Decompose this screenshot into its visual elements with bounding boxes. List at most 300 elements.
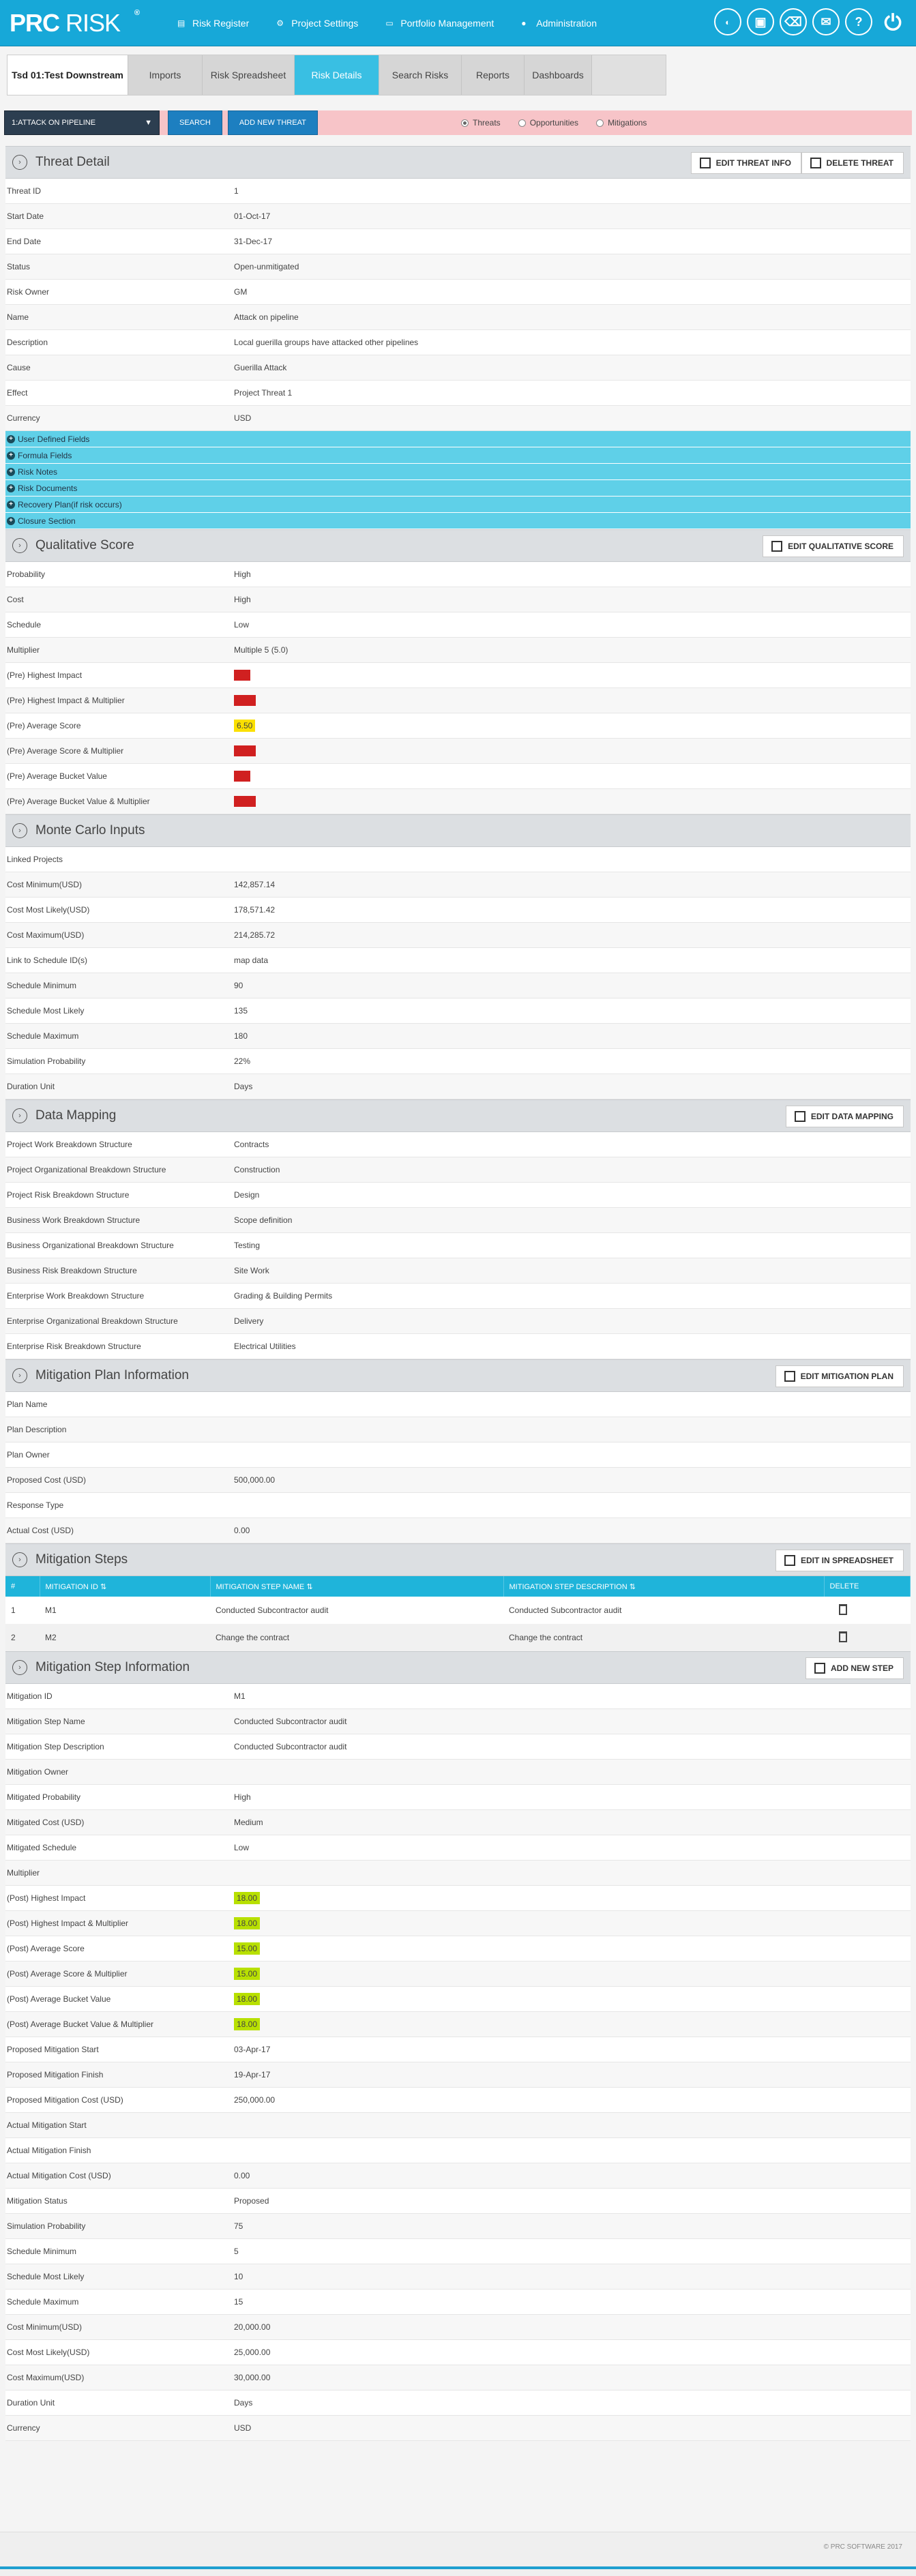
radio-1[interactable]	[518, 118, 578, 128]
detail-row	[5, 2214, 911, 2239]
radio-label: Threats	[473, 118, 501, 128]
row-value: 178,571.42	[234, 905, 276, 915]
row-value: High	[234, 595, 251, 604]
toggle-icon[interactable]: ◐	[714, 8, 741, 35]
nav-label: Portfolio Management	[400, 17, 494, 29]
row-value	[234, 1917, 260, 1929]
detail-row	[5, 1284, 911, 1309]
detail-row	[5, 1258, 911, 1284]
row-label: Status	[7, 262, 31, 271]
risk-select-value: 1:ATTACK ON PIPELINE	[12, 119, 96, 127]
detail-row	[5, 1684, 911, 1709]
row-label: Mitigated Probability	[7, 1792, 81, 1802]
detail-row	[5, 355, 911, 381]
user-icon: ●	[521, 18, 527, 28]
section-title: Data Mapping	[35, 1108, 117, 1123]
mitigation-step-info-header[interactable]	[5, 1651, 911, 1684]
brand-risk: RISK	[65, 8, 121, 37]
step-name-link[interactable]: Change the contract	[210, 1624, 503, 1651]
row-value: 15	[234, 2297, 243, 2307]
row-label: Simulation Probability	[7, 1056, 86, 1066]
row-label: Currency	[7, 2423, 40, 2433]
row-value	[234, 695, 256, 706]
edit-icon	[700, 158, 711, 168]
row-label: Enterprise Risk Breakdown Structure	[7, 1342, 141, 1351]
row-value: map data	[234, 956, 269, 965]
row-label: (Pre) Average Bucket Value	[7, 771, 107, 781]
mitigation-plan-header[interactable]	[5, 1359, 911, 1392]
radio-label: Mitigations	[608, 118, 647, 128]
mitigation-steps-header[interactable]	[5, 1543, 911, 1576]
trash-icon	[810, 158, 821, 168]
mitigation-steps-table	[5, 1576, 911, 1651]
row-value: 75	[234, 2221, 243, 2231]
detail-row	[5, 204, 911, 229]
collapsible-label: Risk Documents	[18, 483, 78, 493]
collapsible-label: Closure Section	[18, 516, 76, 526]
row-label: Cost	[7, 595, 24, 604]
score-value: 15.00	[234, 1942, 260, 1955]
mail-icon[interactable]: ✉	[812, 8, 840, 35]
row-value: 1	[234, 186, 239, 196]
row-label: Probability	[7, 569, 46, 579]
detail-row	[5, 1835, 911, 1861]
radio-2[interactable]	[596, 118, 647, 128]
detail-row	[5, 1392, 911, 1417]
row-value: 31-Dec-17	[234, 237, 273, 246]
caret-down-icon: ▼	[145, 119, 152, 127]
score-swatch	[234, 670, 250, 681]
row-label: Schedule Maximum	[7, 1031, 79, 1041]
score-value: 18.00	[234, 1993, 260, 2005]
row-value: High	[234, 1792, 251, 1802]
row-value: 180	[234, 1031, 248, 1041]
row-value: Guerilla Attack	[234, 363, 287, 372]
row-label: Actual Mitigation Start	[7, 2120, 87, 2130]
row-label: Linked Projects	[7, 855, 63, 864]
trash-icon[interactable]: ⌫	[780, 8, 807, 35]
row-value: 30,000.00	[234, 2373, 271, 2382]
detail-row	[5, 1074, 911, 1099]
detail-row	[5, 1309, 911, 1334]
detail-row	[5, 1493, 911, 1518]
collapsible-section[interactable]	[5, 497, 911, 513]
score-swatch	[234, 745, 256, 756]
row-value: Days	[234, 2398, 253, 2408]
detail-row	[5, 1208, 911, 1233]
row-value: Medium	[234, 1818, 263, 1827]
detail-row	[5, 2037, 911, 2062]
edit-icon	[771, 541, 782, 552]
score-value: 15.00	[234, 1968, 260, 1980]
button-label: ADD NEW STEP	[830, 1663, 893, 1673]
tab-3[interactable]: Risk Details	[295, 55, 379, 95]
row-label: Risk Owner	[7, 287, 50, 297]
row-label: Cost Minimum(USD)	[7, 880, 83, 889]
threat-detail-header[interactable]	[5, 146, 911, 179]
data-mapping-rows	[5, 1132, 911, 1359]
row-label: Duration Unit	[7, 2398, 55, 2408]
mitigation-id-link[interactable]: M1	[40, 1597, 210, 1624]
risk-select[interactable]	[4, 110, 160, 135]
score-value: 18.00	[234, 2018, 260, 2030]
detail-row	[5, 2340, 911, 2365]
row-value: 19-Apr-17	[234, 2070, 271, 2079]
tab-5[interactable]: Reports	[462, 55, 525, 95]
radio-dot[interactable]	[518, 119, 526, 127]
row-value: 250,000.00	[234, 2095, 276, 2105]
copyright-text: © PRC SOFTWARE 2017	[823, 2543, 902, 2551]
radio-0[interactable]	[461, 118, 501, 128]
row-label: Cost Maximum(USD)	[7, 2373, 85, 2382]
row-label: Cost Minimum(USD)	[7, 2322, 83, 2332]
add-new-step-button[interactable]	[806, 1657, 904, 1679]
col-header[interactable]: #	[5, 1576, 40, 1597]
save-icon[interactable]: ▣	[747, 8, 774, 35]
detail-row	[5, 587, 911, 612]
detail-row	[5, 229, 911, 254]
register-icon: ▤	[177, 18, 186, 28]
row-value: 03-Apr-17	[234, 2045, 271, 2054]
col-header[interactable]: MITIGATION STEP NAME ⇅	[210, 1576, 503, 1597]
button-label: EDIT MITIGATION PLAN	[800, 1372, 893, 1381]
add-new-threat-button[interactable]: ADD NEW THREAT	[228, 110, 318, 135]
row-value: Design	[234, 1190, 260, 1200]
row-value: Electrical Utilities	[234, 1342, 296, 1351]
row-label: Cost Most Likely(USD)	[7, 2348, 90, 2357]
collapsible-section[interactable]	[5, 431, 911, 447]
row-label: (Post) Highest Impact	[7, 1893, 86, 1903]
detail-row	[5, 1157, 911, 1183]
plus-icon: +	[7, 484, 15, 492]
row-label: Enterprise Organizational Breakdown Structure	[7, 1316, 178, 1326]
detail-row	[5, 1861, 911, 1886]
row-value: USD	[234, 413, 252, 423]
detail-row	[5, 1760, 911, 1785]
row-label: Business Organizational Breakdown Structure	[7, 1241, 174, 1250]
brand-logo[interactable]	[10, 9, 166, 38]
table-header-row	[5, 1576, 911, 1597]
col-header[interactable]: MITIGATION ID ⇅	[40, 1576, 210, 1597]
detail-row	[5, 1518, 911, 1543]
col-header[interactable]: DELETE	[824, 1576, 911, 1597]
row-value: 90	[234, 981, 243, 990]
radio-dot[interactable]	[596, 119, 604, 127]
chevron-icon: ›	[12, 1108, 27, 1123]
edit-qualitative-score-button[interactable]	[763, 535, 904, 557]
power-icon[interactable]: ⏻	[884, 10, 902, 35]
detail-row	[5, 1183, 911, 1208]
chevron-icon: ›	[12, 538, 27, 553]
row-value: Project Threat 1	[234, 388, 293, 398]
row-value: 10	[234, 2272, 243, 2281]
detail-row	[5, 2365, 911, 2390]
row-label: Duration Unit	[7, 1082, 55, 1091]
detail-row	[5, 713, 911, 739]
col-header[interactable]: MITIGATION STEP DESCRIPTION ⇅	[503, 1576, 824, 1597]
score-swatch	[234, 771, 250, 782]
detail-row	[5, 1233, 911, 1258]
row-value: 142,857.14	[234, 880, 276, 889]
row-label: Mitigation Step Description	[7, 1742, 104, 1751]
nav-label: Project Settings	[291, 17, 359, 29]
collapsible-label: Recovery Plan(if risk occurs)	[18, 499, 122, 509]
folder-icon: ▭	[385, 18, 394, 28]
row-label: Simulation Probability	[7, 2221, 86, 2231]
mitigation-id-link[interactable]: M2	[40, 1624, 210, 1651]
detail-row	[5, 998, 911, 1024]
row-label: Proposed Mitigation Start	[7, 2045, 99, 2054]
row-label: Actual Mitigation Finish	[7, 2146, 91, 2155]
nav-item-0[interactable]	[166, 0, 265, 46]
collapsible-section[interactable]	[5, 513, 911, 529]
detail-row	[5, 1936, 911, 1961]
row-label: Mitigated Cost (USD)	[7, 1818, 85, 1827]
monte-carlo-header[interactable]	[5, 814, 911, 847]
score-value: 18.00	[234, 1917, 260, 1929]
footer-accent-line	[0, 2566, 916, 2569]
search-button[interactable]: SEARCH	[168, 110, 222, 135]
step-description: Change the contract	[503, 1624, 824, 1651]
detail-row	[5, 898, 911, 923]
delete-cell	[824, 1624, 911, 1651]
tab-4[interactable]: Search Risks	[379, 55, 462, 95]
row-label: Description	[7, 338, 48, 347]
collapsible-label: Risk Notes	[18, 467, 58, 477]
row-label: Effect	[7, 388, 28, 398]
mitigation-plan-rows	[5, 1392, 911, 1543]
collapsible-section[interactable]	[5, 447, 911, 464]
step-description: Conducted Subcontractor audit	[503, 1597, 824, 1624]
row-value	[234, 2018, 260, 2030]
edit-threat-info-button[interactable]	[691, 152, 801, 174]
row-label: Business Work Breakdown Structure	[7, 1215, 141, 1225]
detail-row	[5, 2113, 911, 2138]
row-value: Grading & Building Permits	[234, 1291, 333, 1301]
row-value: Contracts	[234, 1140, 269, 1149]
chevron-icon: ›	[12, 1660, 27, 1675]
section-title: Mitigation Steps	[35, 1552, 128, 1567]
nav-item-1[interactable]	[265, 0, 374, 46]
table-body	[5, 1597, 911, 1651]
section-title: Threat Detail	[35, 155, 110, 169]
row-value: Construction	[234, 1165, 280, 1174]
collapsible-section[interactable]	[5, 464, 911, 480]
row-label: Actual Mitigation Cost (USD)	[7, 2171, 111, 2180]
edit-data-mapping-button[interactable]	[786, 1106, 904, 1127]
trash-icon[interactable]	[839, 1631, 847, 1642]
button-label: EDIT IN SPREADSHEET	[800, 1556, 893, 1565]
table-row[interactable]	[5, 1624, 911, 1651]
button-label: EDIT DATA MAPPING	[810, 1112, 893, 1121]
chevron-icon: ›	[12, 155, 27, 170]
detail-row	[5, 381, 911, 406]
tab-0[interactable]: Tsd 01:Test Downstream	[8, 55, 128, 95]
detail-row	[5, 254, 911, 280]
detail-row	[5, 923, 911, 948]
row-number: 2	[5, 1624, 40, 1651]
row-label: Schedule Maximum	[7, 2297, 79, 2307]
trash-icon[interactable]	[839, 1604, 847, 1615]
row-label: Threat ID	[7, 186, 42, 196]
row-value: Multiple 5 (5.0)	[234, 645, 289, 655]
row-label: Project Work Breakdown Structure	[7, 1140, 132, 1149]
row-label: (Post) Average Score & Multiplier	[7, 1969, 128, 1979]
row-label: (Pre) Average Score & Multiplier	[7, 746, 124, 756]
detail-row	[5, 2088, 911, 2113]
detail-row	[5, 739, 911, 764]
edit-mitigation-plan-button[interactable]	[775, 1365, 904, 1387]
row-label: Mitigation Status	[7, 2196, 68, 2206]
row-value: High	[234, 569, 251, 579]
row-label: Plan Owner	[7, 1450, 50, 1460]
detail-row	[5, 2163, 911, 2189]
row-label: Schedule Minimum	[7, 2247, 77, 2256]
row-value	[234, 1968, 260, 1980]
collapsible-label: Formula Fields	[18, 450, 72, 460]
detail-row	[5, 2264, 911, 2290]
main-nav	[166, 0, 613, 46]
button-label: EDIT THREAT INFO	[715, 158, 791, 168]
row-value: 0.00	[234, 1526, 250, 1535]
row-label: Project Organizational Breakdown Structure	[7, 1165, 166, 1174]
row-value: 135	[234, 1006, 248, 1016]
row-label: Mitigation Owner	[7, 1767, 69, 1777]
row-label: Actual Cost (USD)	[7, 1526, 74, 1535]
row-value	[234, 1942, 260, 1955]
step-name-link[interactable]: Conducted Subcontractor audit	[210, 1597, 503, 1624]
edit-icon	[795, 1111, 806, 1122]
row-value: Conducted Subcontractor audit	[234, 1717, 347, 1726]
detail-row	[5, 2390, 911, 2416]
row-value: USD	[234, 2423, 252, 2433]
detail-row	[5, 764, 911, 789]
row-value	[234, 745, 256, 756]
row-label: Schedule Minimum	[7, 981, 77, 990]
tabs-area	[0, 46, 916, 104]
plus-icon: +	[7, 501, 15, 509]
row-value: Attack on pipeline	[234, 312, 299, 322]
row-label: Proposed Cost (USD)	[7, 1475, 87, 1485]
row-value: 0.00	[234, 2171, 250, 2180]
row-value	[234, 1993, 260, 2005]
tab-6[interactable]: Dashboards	[525, 55, 592, 95]
row-value	[234, 1892, 260, 1904]
score-value: 6.50	[234, 720, 255, 732]
detail-row	[5, 1442, 911, 1468]
section-title: Mitigation Step Information	[35, 1660, 190, 1674]
row-label: Currency	[7, 413, 40, 423]
detail-row	[5, 1810, 911, 1835]
score-swatch	[234, 695, 256, 706]
row-label: End Date	[7, 237, 42, 246]
row-label: Response Type	[7, 1500, 64, 1510]
row-value: Low	[234, 1843, 250, 1852]
help-icon[interactable]: ?	[845, 8, 872, 35]
brand-reg: ®	[134, 8, 139, 17]
section-title: Qualitative Score	[35, 538, 134, 552]
row-value: Local guerilla groups have attacked other pipelines	[234, 338, 419, 347]
row-label: Mitigation Step Name	[7, 1717, 85, 1726]
row-value: 25,000.00	[234, 2348, 271, 2357]
row-label: Multiplier	[7, 1868, 40, 1878]
row-label: Project Risk Breakdown Structure	[7, 1190, 130, 1200]
row-number: 1	[5, 1597, 40, 1624]
collapsible-section[interactable]	[5, 480, 911, 497]
nav-item-3[interactable]	[510, 0, 613, 46]
row-label: Schedule	[7, 620, 42, 630]
top-navbar	[0, 0, 916, 46]
detail-row	[5, 872, 911, 898]
qualitative-rows	[5, 562, 911, 814]
row-label: Cause	[7, 363, 31, 372]
row-label: Cost Most Likely(USD)	[7, 905, 90, 915]
row-label: Start Date	[7, 211, 44, 221]
table-row[interactable]	[5, 1597, 911, 1624]
detail-row	[5, 305, 911, 330]
row-value: GM	[234, 287, 248, 297]
detail-row	[5, 612, 911, 638]
plus-icon: +	[7, 435, 15, 443]
detail-row	[5, 1049, 911, 1074]
row-label: Cost Maximum(USD)	[7, 930, 85, 940]
detail-row	[5, 562, 911, 587]
detail-row	[5, 2315, 911, 2340]
nav-label: Administration	[536, 17, 597, 29]
row-label: Multiplier	[7, 645, 40, 655]
tab-1[interactable]: Imports	[128, 55, 203, 95]
row-value: Proposed	[234, 2196, 269, 2206]
row-label: (Post) Average Score	[7, 1944, 85, 1953]
radio-dot[interactable]	[461, 119, 469, 127]
tab-2[interactable]: Risk Spreadsheet	[203, 55, 295, 95]
detail-row	[5, 789, 911, 814]
detail-row	[5, 1987, 911, 2012]
edit-icon	[784, 1371, 795, 1382]
chevron-icon: ›	[12, 1552, 27, 1567]
detail-row	[5, 847, 911, 872]
gear-icon: ⚙	[276, 18, 284, 28]
detail-row	[5, 2189, 911, 2214]
detail-row	[5, 1886, 911, 1911]
add-step-icon	[814, 1663, 825, 1674]
row-value: 22%	[234, 1056, 251, 1066]
data-mapping-header[interactable]	[5, 1099, 911, 1132]
score-value: 18.00	[234, 1892, 260, 1904]
detail-row	[5, 663, 911, 688]
detail-row	[5, 2239, 911, 2264]
row-value: Scope definition	[234, 1215, 293, 1225]
detail-row	[5, 1911, 911, 1936]
row-label: (Pre) Average Bucket Value & Multiplier	[7, 797, 150, 806]
delete-threat-button[interactable]	[801, 152, 904, 174]
row-label: Proposed Mitigation Cost (USD)	[7, 2095, 123, 2105]
row-value: Days	[234, 1082, 253, 1091]
row-label: Schedule Most Likely	[7, 2272, 85, 2281]
detail-row	[5, 1961, 911, 1987]
row-value: Testing	[234, 1241, 261, 1250]
nav-item-2[interactable]	[374, 0, 510, 46]
edit-in-spreadsheet-button[interactable]	[775, 1550, 904, 1571]
row-label: Link to Schedule ID(s)	[7, 956, 88, 965]
detail-row	[5, 1468, 911, 1493]
tabs-bar	[7, 55, 666, 95]
risk-type-radios	[461, 118, 647, 128]
row-label: Proposed Mitigation Finish	[7, 2070, 104, 2079]
row-value: Site Work	[234, 1266, 269, 1275]
row-label: (Pre) Average Score	[7, 721, 81, 730]
qualitative-score-header[interactable]	[5, 529, 911, 562]
